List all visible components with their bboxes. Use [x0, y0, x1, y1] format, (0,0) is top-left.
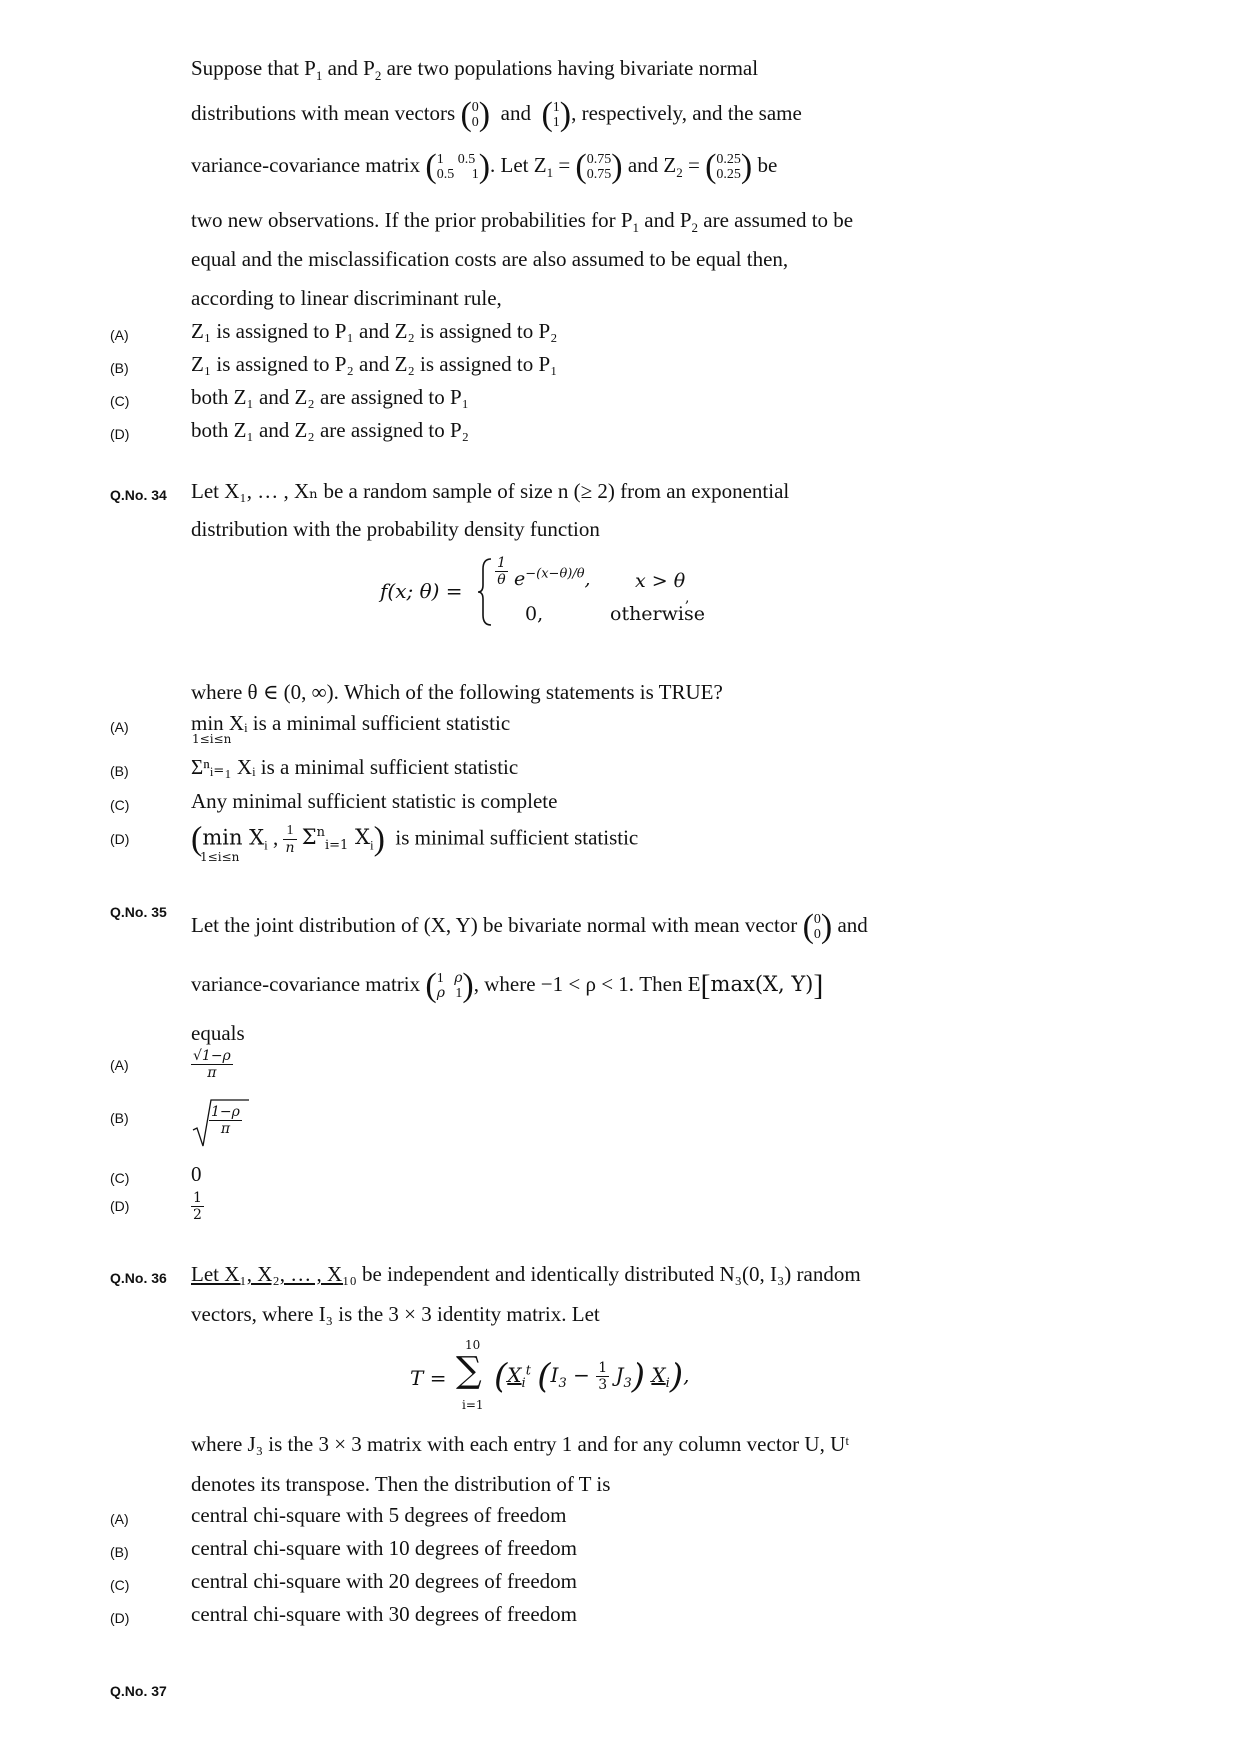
q36-stem-line1: Let X₁, X₂, … , X₁₀ be independent and identically distributed N₃(0, I₃) random	[191, 1262, 861, 1286]
q35-option-c: 0	[191, 1162, 202, 1186]
q36-stem-line3: where J₃ is the 3 × 3 matrix with each entry 1 and for any column vector U, Uᵗ	[191, 1432, 850, 1456]
mean-vector-1: 0 0	[471, 100, 479, 130]
q36-option-a-label: (A)	[110, 1511, 129, 1527]
q34-stem-line1: Let X₁, … , Xₙ be a random sample of size n (≥ 2) from an exponential	[191, 479, 790, 503]
q35-covariance-matrix: 1 ρ ρ 1	[436, 970, 463, 1001]
sum-lower: i=1	[462, 1398, 484, 1412]
pdf-exp-base: $e^{-(x-\theta)/\theta}$,	[514, 566, 591, 590]
left-brace-icon	[477, 557, 493, 627]
q33-stem-line1: Suppose that $P_1$ and $P_2$ are two populations having bivariate normal	[191, 56, 759, 84]
sum-sign-icon: ∑	[456, 1350, 482, 1391]
q35-option-b: $\frac{1-\rho}{\pi}$	[191, 1098, 251, 1148]
q36-option-c: central chi-square with 20 degrees of freedom	[191, 1569, 577, 1593]
q36-option-d-label: (D)	[110, 1610, 130, 1626]
q33-stem-line6: according to linear discriminant rule,	[191, 286, 502, 310]
q36-t-formula	[410, 1338, 710, 1418]
q35-mean-vector: 0 0	[813, 912, 821, 942]
q34-pdf-formula	[380, 555, 720, 630]
q36-option-c-label: (C)	[110, 1577, 130, 1593]
q34-option-a-label: (A)	[110, 719, 129, 735]
q33-option-b-label: (B)	[110, 360, 129, 376]
q33-option-d-label: (D)	[110, 426, 130, 442]
pdf-comma: ,	[685, 590, 690, 606]
pdf-case2: 0,	[525, 603, 544, 625]
q37-number: Q.No. 37	[110, 1683, 167, 1699]
q34-option-c-label: (C)	[110, 797, 130, 813]
q33-option-a-label: (A)	[110, 327, 129, 343]
q35-option-a-label: (A)	[110, 1057, 129, 1073]
q33-stem-line5: equal and the misclassification costs are also assumed to be equal then,	[191, 247, 789, 271]
q35-option-d: $\frac{1}{2}$	[193, 1190, 202, 1223]
q36-option-b: central chi-square with 10 degrees of freedom	[191, 1536, 577, 1560]
q35-option-d-label: (D)	[110, 1198, 130, 1214]
q34-number: Q.No. 34	[110, 487, 167, 503]
q36-option-b-label: (B)	[110, 1544, 129, 1560]
q34-option-a: min Xᵢ is a minimal sufficient statistic	[191, 711, 511, 735]
q36-option-a: central chi-square with 5 degrees of freedom	[191, 1503, 567, 1527]
q33-stem-line4: two new observations. If the prior probabilities for $P_1$ and $P_2$ are assumed to be	[191, 208, 854, 236]
pdf-cond1: x > θ	[635, 570, 686, 592]
pdf-cond2: otherwise	[610, 603, 705, 625]
q34-option-a-sub: 1≤i≤n	[192, 732, 232, 746]
q35-option-a: $\frac{√1-\rho}{\pi}$	[193, 1048, 231, 1081]
q35-option-b-label: (B)	[110, 1110, 129, 1126]
pdf-lhs: f(x; θ) =	[380, 579, 463, 603]
q34-stem-line3: where θ ∈ (0, ∞). Which of the following statements is TRUE?	[191, 680, 723, 704]
covariance-matrix: 1 0.5 0.5 1	[436, 152, 479, 182]
q35-number: Q.No. 35	[110, 904, 167, 920]
z1-vector: 0.75 0.75	[586, 152, 612, 182]
z2-vector: 0.25 0.25	[716, 152, 741, 182]
q33-option-d: both Z₁ and Z₂ are assigned to P₂	[191, 418, 469, 442]
pdf-coef: $\frac{1}{\theta}$	[497, 555, 506, 588]
q35-stem-line2: variance-covariance matrix (1 ρ ρ 1), where −1 < ρ < 1. Then E[max(X, Y)]	[191, 967, 824, 1004]
q35-stem-line3: equals	[191, 1021, 245, 1045]
q34-option-b: Σⁿᵢ₌₁ Xᵢ is a minimal sufficient statistic	[191, 755, 519, 779]
q33-option-c: both Z₁ and Z₂ are assigned to P₁	[191, 385, 469, 409]
q33-option-a: Z₁ is assigned to P₁ and Z₂ is assigned to P₂	[191, 319, 558, 343]
q36-stem-line2: vectors, where I₃ is the 3 × 3 identity matrix. Let	[191, 1302, 600, 1326]
q34-option-b-label: (B)	[110, 763, 129, 779]
q36-stem-line4: denotes its transpose. Then the distribution of T is	[191, 1472, 611, 1496]
q33-option-b: Z₁ is assigned to P₂ and Z₂ is assigned to P₁	[191, 352, 558, 376]
t-lhs: T =	[410, 1366, 447, 1390]
t-summand: ($X_i^t$ ($I_3$ − $\frac{1}{3}$ $J_3$) $X_i$),	[494, 1356, 690, 1397]
q34-option-d-label: (D)	[110, 831, 130, 847]
q33-stem-line3: variance-covariance matrix (1 0.5 0.5 1). Let $Z_1 = (0.75$ 0.75) and $Z_2 = (0.25$ 0.25) be	[191, 148, 778, 185]
q34-stem-line2: distribution with the probability density function	[191, 517, 600, 541]
mean-vector-2: 1 1	[552, 100, 560, 130]
q34-option-d-sub: 1≤i≤n	[200, 850, 240, 864]
q35-stem-line1: Let the joint distribution of (X, Y) be bivariate normal with mean vector (0 0) and	[191, 908, 868, 945]
q34-option-c: Any minimal sufficient statistic is complete	[191, 789, 558, 813]
q35-option-c-label: (C)	[110, 1170, 130, 1186]
q34-option-d: (min $X_i$ , $\frac{1}{n}$ $\Sigma^n_{i=1}$ $X_i$) is minimal sufficient statistic	[191, 820, 639, 858]
q33-option-c-label: (C)	[110, 393, 130, 409]
sum-upper: 10	[465, 1338, 481, 1352]
q36-number: Q.No. 36	[110, 1270, 167, 1286]
q33-stem-line2: distributions with mean vectors (0 0) and (1 1), respectively, and the same	[191, 96, 802, 133]
q36-option-d: central chi-square with 30 degrees of freedom	[191, 1602, 577, 1626]
